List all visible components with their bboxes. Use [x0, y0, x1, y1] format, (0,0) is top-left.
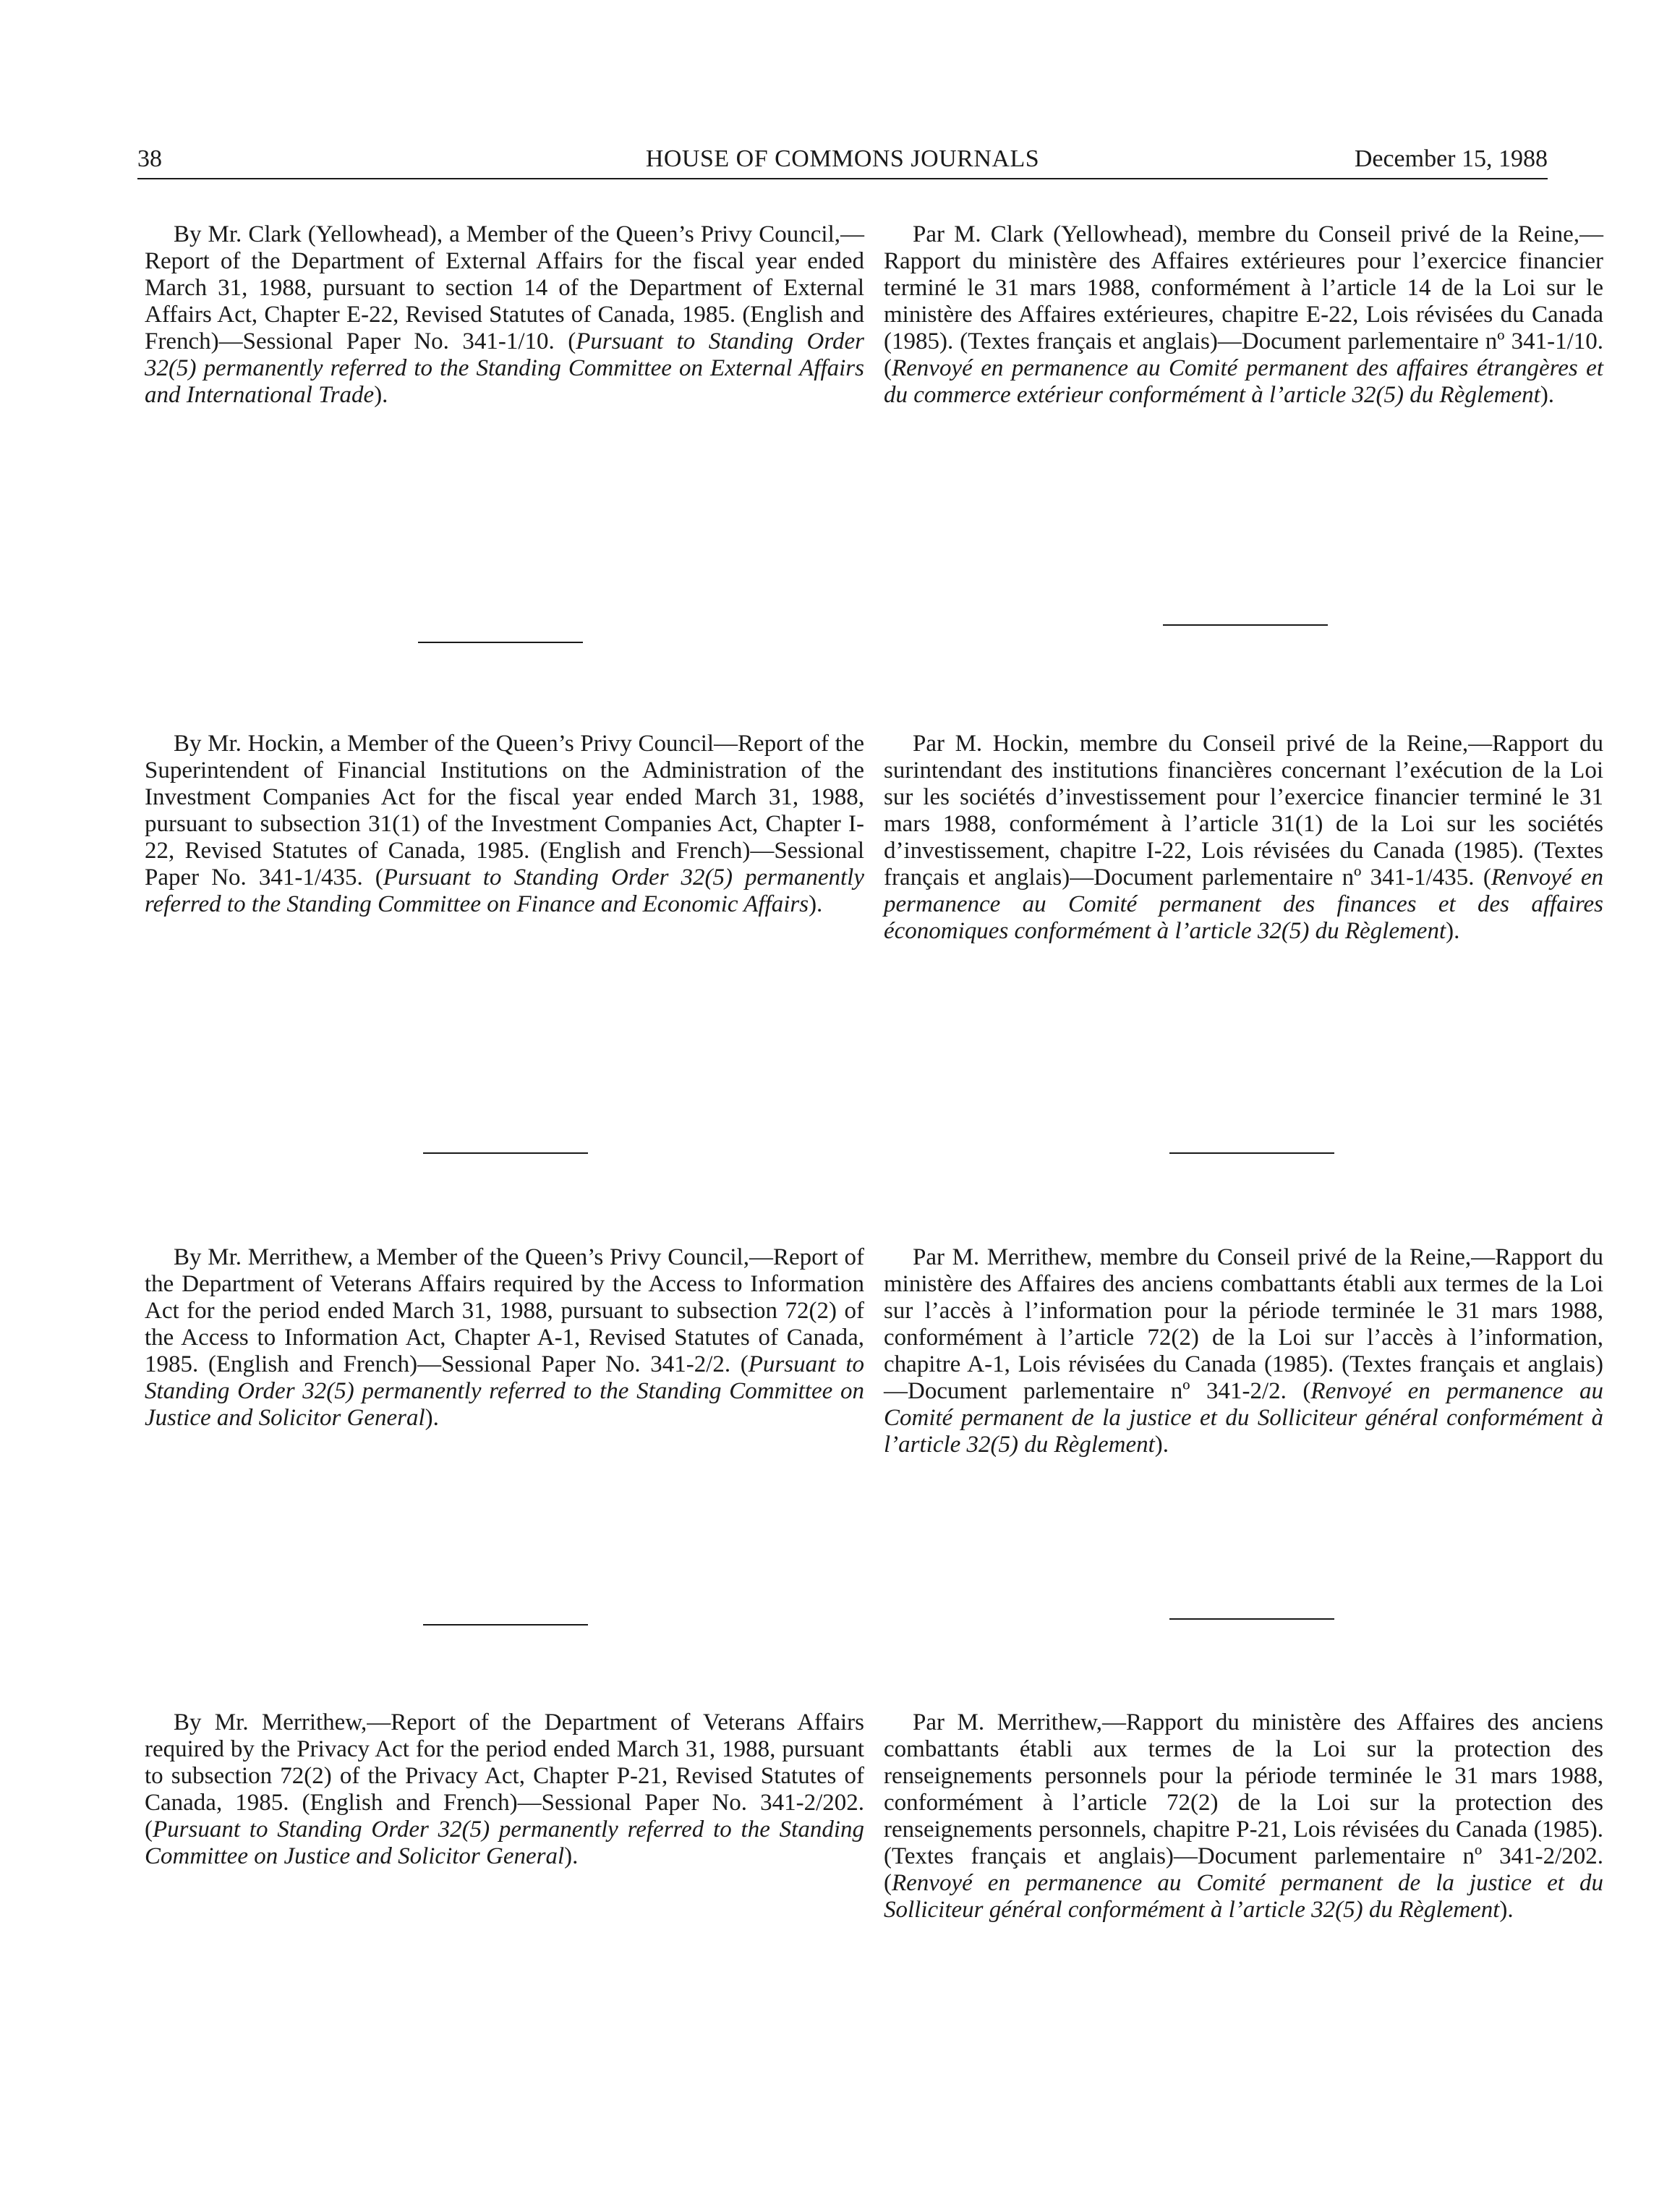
entry-3-english: By Mr. Merrithew, a Member of the Queen’s Privy Council,—Report of the Department of Veterans Affairs required by the Access to Information Act for the period ended March 31, 1988, pursuant to subsection 72(2) of the Access to Information Act, Chapter A-1, Revised Statutes of Canada, 1985. (English and French)—Sessional Paper No. 341-2/2. (Pursuant to Standing Order 32(5) permanently referred to the Standing Committee on Justice and Solicitor General). — [145, 1244, 864, 1431]
journal-date: December 15, 1988 — [1354, 145, 1548, 172]
entry-4-french: Par M. Merrithew,—Rapport du ministère des Affaires des anciens combattants établi aux termes de la Loi sur la protection des renseignements personnels pour la période terminée le 31 mars 1988, conformément à l’article 72(2) de la Loi sur la protection des renseignements personnels, chapitre P-21, Lois révisées du Canada (1985). (Textes français et anglais)—Document parlementaire nº 341-2/202. (Renvoyé en permanence au Comité permanent de la justice et du Solliciteur général conformément à l’article 32(5) du Règlement). — [884, 1709, 1603, 1923]
entry-1-english: By Mr. Clark (Yellowhead), a Member of the Queen’s Privy Council,—Report of the Department of External Affairs for the fiscal year ended March 31, 1988, pursuant to section 14 of the Department of External Affairs Act, Chapter E-22, Revised Statutes of Canada, 1985. (English and French)—Sessional Paper No. 341-1/10. (Pursuant to Standing Order 32(5) permanently referred to the Standing Committee on External Affairs and International Trade). — [145, 221, 864, 408]
entry-3-french: Par M. Merrithew, membre du Conseil privé de la Reine,—Rapport du ministère des Affaires des anciens combattants établi aux termes de la Loi sur l’accès à l’information pour la période terminée le 31 mars 1988, conformément à l’article 72(2) de la Loi sur l’accès à l’information, chapitre A-1, Lois révisées du Canada (1985). (Textes français et anglais)—Document parlementaire nº 341-2/2. (Renvoyé en permanence au Comité permanent de la justice et du Solliciteur général conformément à l’article 32(5) du Règlement). — [884, 1244, 1604, 1458]
separator-fr-3 — [1169, 1618, 1334, 1620]
page-number: 38 — [137, 145, 162, 172]
header-rule — [137, 178, 1548, 179]
separator-en-2 — [423, 1152, 588, 1154]
separator-fr-2 — [1169, 1152, 1334, 1154]
entry-4-english: By Mr. Merrithew,—Report of the Department of Veterans Affairs required by the Privacy Act for the period ended March 31, 1988, pursuant to subsection 72(2) of the Privacy Act, Chapter P-21, Revised Statutes of Canada, 1985. (English and French)—Sessional Paper No. 341-2/202. (Pursuant to Standing Order 32(5) permanently referred to the Standing Committee on Justice and Solicitor General). — [145, 1709, 864, 1869]
separator-en-3 — [423, 1624, 588, 1626]
separator-fr-1 — [1163, 624, 1328, 626]
entry-2-french: Par M. Hockin, membre du Conseil privé de la Reine,—Rapport du surintendant des institutions financières concernant l’exécution de la Loi sur les sociétés d’investissement pour l’exercice financier terminé le 31 mars 1988, conformément à l’article 31(1) de la Loi sur les sociétés d’investissement, chapitre I-22, Lois révisées du Canada (1985). (Textes français et anglais)—Document parlementaire nº 341-1/435. (Renvoyé en permanence au Comité permanent des finances et des affaires économiques conformément à l’article 32(5) du Règlement). — [884, 731, 1603, 944]
entry-1-french: Par M. Clark (Yellowhead), membre du Conseil privé de la Reine,—Rapport du ministère des Affaires extérieures pour l’exercice financier terminé le 31 mars 1988, conformément à l’article 14 de la Loi sur le ministère des Affaires extérieures, chapitre E-22, Lois révisées du Canada (1985). (Textes français et anglais)—Document parlementaire nº 341-1/10. (Renvoyé en permanence au Comité permanent des affaires étrangères et du commerce extérieur conformément à l’article 32(5) du Règlement). — [884, 221, 1603, 408]
separator-en-1 — [418, 642, 583, 643]
entry-2-english: By Mr. Hockin, a Member of the Queen’s Privy Council—Report of the Superintendent of Financial Institutions on the Administration of the Investment Companies Act for the fiscal year ended March 31, 1988, pursuant to subsection 31(1) of the Investment Companies Act, Chapter I-22, Revised Statutes of Canada, 1985. (English and French)—Sessional Paper No. 341-1/435. (Pursuant to Standing Order 32(5) permanently referred to the Standing Committee on Finance and Economic Affairs). — [145, 731, 864, 917]
journal-title: HOUSE OF COMMONS JOURNALS — [645, 145, 1040, 172]
page-header — [137, 141, 1548, 177]
